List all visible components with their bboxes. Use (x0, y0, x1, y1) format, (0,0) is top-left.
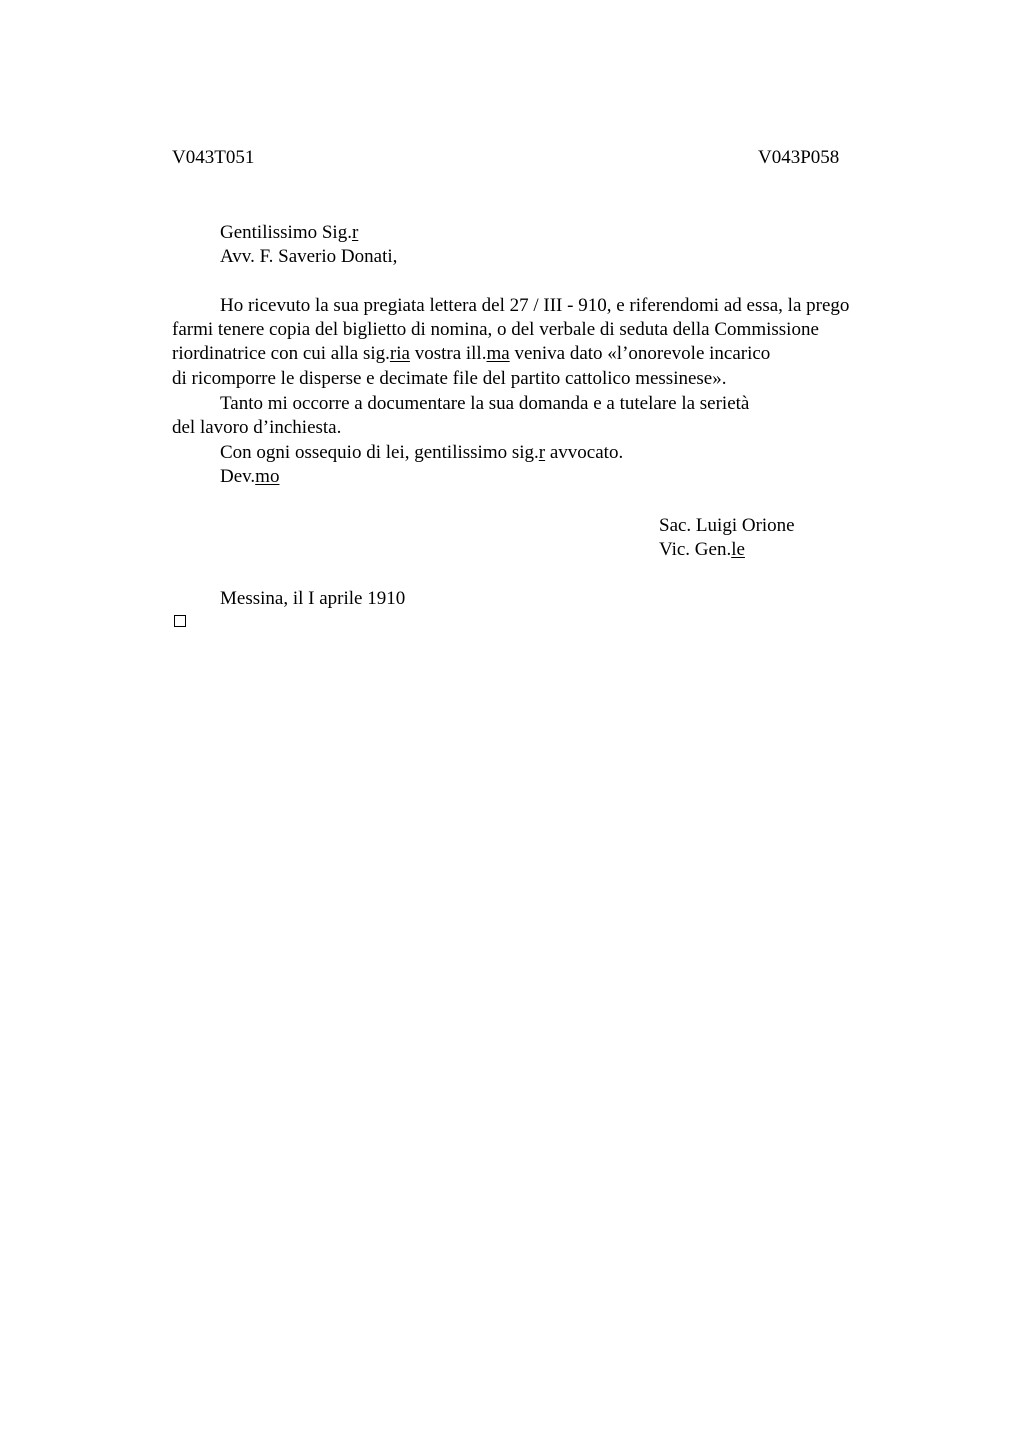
body-line-3-abbrev-2: ma (486, 343, 510, 364)
body-line-3 (172, 342, 770, 366)
salutation (220, 221, 358, 245)
body-line-3-part-c: vostra ill. (409, 343, 487, 364)
body-line-3-abbrev-1: ria (389, 343, 410, 364)
place-and-date: Messina, il I aprile 1910 (220, 588, 406, 609)
body-line-2: farmi tenere copia del biglietto di nomina, o del verbale di seduta della Commissione (172, 319, 819, 340)
body-line-7-abbrev: r (538, 442, 546, 463)
body-line-1: Ho ricevuto la sua pregiata lettera del 27 / III - 910, e riferendomi ad essa, la prego (220, 295, 850, 316)
body-line-3-part-a: riordinatrice con cui alla sig. (172, 343, 390, 364)
checkbox-icon (174, 615, 186, 627)
signature-title (659, 538, 745, 562)
salutation-abbrev: r (351, 222, 359, 243)
recipient-name: Avv. F. Saverio Donati, (220, 246, 398, 267)
signature-title-abbrev: le (731, 539, 745, 560)
signature-title-text: Vic. Gen. (659, 539, 732, 560)
body-line-7-part-c: avvocato. (545, 442, 624, 463)
document-code-right: V043P058 (758, 147, 840, 168)
body-line-6: del lavoro d’inchiesta. (172, 417, 342, 438)
body-line-7 (220, 441, 623, 465)
body-line-5: Tanto mi occorre a documentare la sua domanda e a tutelare la serietà (220, 393, 750, 414)
signature-name: Sac. Luigi Orione (659, 515, 795, 536)
closing-text: Dev. (220, 466, 256, 487)
body-line-4: di ricomporre le disperse e decimate file del partito cattolico messinese». (172, 368, 727, 389)
body-line-7-part-a: Con ogni ossequio di lei, gentilissimo sig. (220, 442, 539, 463)
closing-abbrev: mo (255, 466, 280, 487)
body-line-3-part-e: veniva dato «l’onorevole incarico (509, 343, 771, 364)
closing-line (220, 465, 279, 489)
document-code-left: V043T051 (172, 147, 255, 168)
salutation-text: Gentilissimo Sig. (220, 222, 352, 243)
